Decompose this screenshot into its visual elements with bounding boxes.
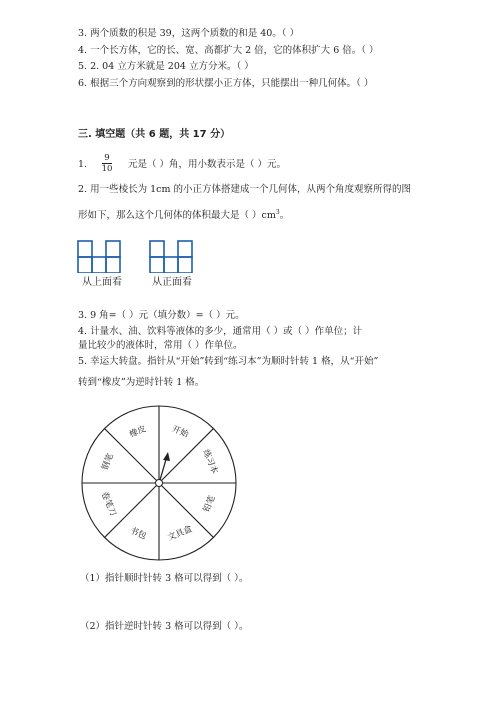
sector-label: 橡皮 bbox=[128, 424, 148, 441]
q1-number: 1. bbox=[78, 159, 88, 170]
view-from-front-grid bbox=[146, 239, 206, 273]
wheel-hub bbox=[156, 480, 163, 487]
sector-label: 铅笔 bbox=[201, 494, 218, 514]
grid-cell bbox=[106, 241, 120, 257]
grid-cell bbox=[178, 241, 192, 257]
section-title: 三. 填空题（共 6 题，共 17 分） bbox=[78, 129, 231, 140]
tf-item-5: 5. 2. 04 立方米就是 204 立方分米。（ ） bbox=[78, 61, 254, 72]
view-from-front bbox=[146, 239, 206, 289]
cubic-exponent: 3 bbox=[275, 209, 280, 216]
grid-cell bbox=[78, 241, 92, 257]
sector-label: 卷笔刀 bbox=[98, 490, 118, 518]
q1-fraction-numerator: 9 bbox=[104, 153, 110, 163]
sector-label: 书包 bbox=[128, 525, 148, 542]
q4-line2: 量比较少的液体时，常用（ ）作单位。 bbox=[78, 340, 243, 351]
q1-fraction-denominator: 10 bbox=[101, 164, 113, 174]
q2-line1: 2. 用一些棱长为 1cm 的小正方体搭建成一个几何体，从两个角度观察所得的图 bbox=[78, 184, 411, 195]
grid-cell bbox=[150, 257, 164, 273]
q5-line2: 转到“橡皮”为逆时针转 1 格。 bbox=[78, 377, 205, 388]
q4-line1: 4. 计量水、油、饮料等液体的多少，通常用（ ）或（ ）作单位；计 bbox=[78, 326, 363, 337]
q2-line2 bbox=[78, 207, 289, 222]
sector-label: 钢笔 bbox=[100, 452, 117, 472]
tf-item-3: 3. 两个质数的积是 39，这两个质数的和是 40。（ ） bbox=[78, 28, 300, 39]
grid-cell bbox=[78, 257, 92, 273]
sector-label: 文具盒 bbox=[166, 524, 194, 544]
q5-sub1: （1）指针顺时针转 3 格可以得到（ ）。 bbox=[80, 573, 249, 584]
view-from-top bbox=[76, 239, 136, 289]
grid-cell bbox=[164, 257, 178, 273]
grid-cell bbox=[178, 257, 192, 273]
grid-cell bbox=[150, 241, 164, 257]
q2-line2-text: 形如下，那么这个几何体的体积最大是（ ）cm bbox=[78, 210, 276, 222]
sector-label: 开始 bbox=[170, 424, 190, 441]
view-from-top-label: 从上面看 bbox=[82, 277, 122, 288]
view-from-front-label: 从正面看 bbox=[152, 277, 192, 288]
sector-label: 练习本 bbox=[200, 448, 220, 476]
q3-text: 3. 9 角=（ ）元（填分数）=（ ）元。 bbox=[78, 310, 245, 321]
tf-item-4: 4. 一个长方体，它的长、宽、高都扩大 2 倍，它的体积扩大 6 倍。（ ） bbox=[78, 45, 379, 56]
q1-text: 元是（ ）角，用小数表示是（ ）元。 bbox=[128, 159, 287, 170]
view-from-top-grid bbox=[76, 239, 136, 273]
q5-line1: 5. 幸运大转盘。指针从“开始”转到“练习本”为顺时针转 1 格，从“开始” bbox=[78, 356, 379, 367]
grid-cell bbox=[106, 257, 120, 273]
q5-sub2: （2）指针逆时针转 3 格可以得到（ ）。 bbox=[80, 621, 249, 632]
q2-line2-end: 。 bbox=[279, 210, 290, 222]
grid-cell bbox=[92, 257, 106, 273]
q1-fraction bbox=[101, 153, 113, 174]
lucky-wheel bbox=[79, 403, 239, 563]
pointer-arrowhead bbox=[163, 452, 170, 461]
tf-item-6: 6. 根据三个方向观察到的形状摆小正方体，只能摆出一种几何体。（ ） bbox=[78, 78, 374, 89]
